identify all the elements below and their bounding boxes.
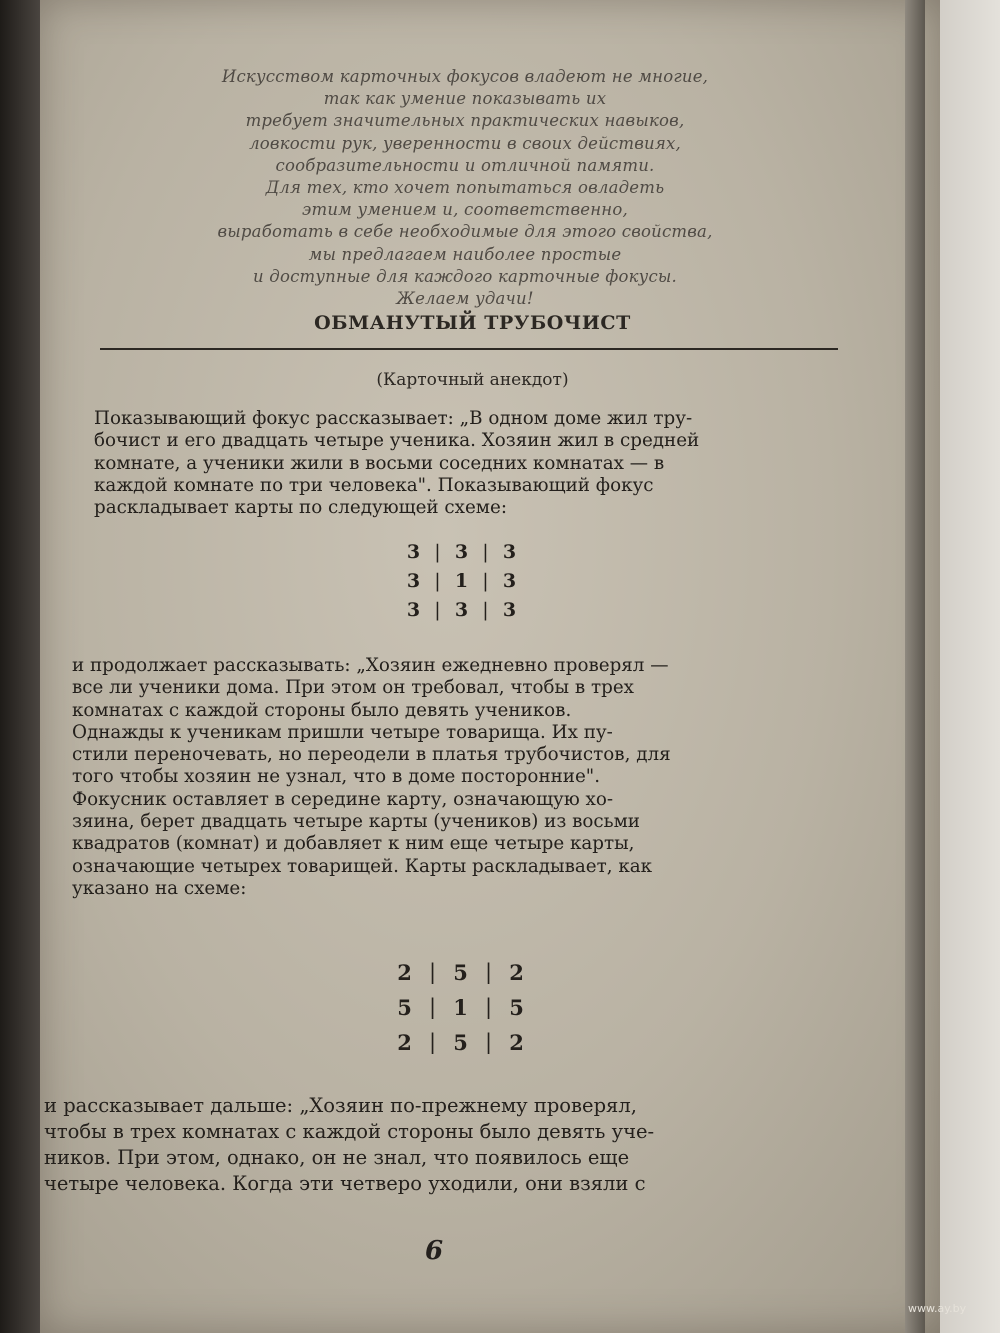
text-line: чтобы в трех комнатах с каждой стороны было девять уче-: [44, 1120, 655, 1143]
grid-separator: |: [482, 541, 490, 563]
grid-cell: 5: [397, 995, 413, 1020]
grid-cell: 3: [454, 541, 470, 563]
paragraph-intro: [94, 408, 844, 519]
epigraph-line: и доступные для каждого карточные фокусы.: [253, 266, 677, 286]
grid-row: [390, 955, 532, 990]
text-line: указано на схеме:: [72, 877, 247, 899]
text-line: комнатах с каждой стороны было девять учеников.: [72, 699, 572, 721]
grid-separator: |: [428, 995, 438, 1019]
epigraph-line: выработать в себе необходимые для этого свойства,: [217, 222, 713, 242]
grid-separator: |: [482, 570, 490, 592]
grid-row: [390, 1025, 532, 1060]
grid-cell: 2: [509, 1030, 525, 1055]
page-number: 6: [425, 1236, 444, 1266]
grid-separator: |: [434, 541, 442, 563]
grid-row: [402, 596, 522, 625]
grid-cell: 3: [406, 599, 422, 621]
grid-row: [402, 538, 522, 567]
grid-cell: 3: [454, 599, 470, 621]
text-line: все ли ученики дома. При этом он требовал, чтобы в трех: [72, 677, 634, 699]
grid-cell: 2: [397, 1030, 413, 1055]
text-line: раскладывает карты по следующей схеме:: [94, 497, 507, 519]
text-line: каждой комнате по три человека". Показывающий фокус: [94, 474, 654, 496]
epigraph-line: сообразительности и отличной памяти.: [275, 155, 655, 175]
grid-cell: 3: [502, 541, 518, 563]
text-line: ников. При этом, однако, он не знал, что появилось еще: [44, 1146, 630, 1169]
grid-cell: 5: [453, 960, 469, 985]
grid-cell: 5: [509, 995, 525, 1020]
text-line: зяина, берет двадцать четыре карты (учеников) из восьми: [72, 811, 640, 833]
grid-cell: 3: [406, 570, 422, 592]
text-line: стили переночевать, но переодели в платья трубочистов, для: [72, 744, 671, 766]
grid-separator: |: [482, 599, 490, 621]
grid-row: [390, 990, 532, 1025]
book-spine: [0, 0, 40, 1333]
grid-separator: |: [434, 570, 442, 592]
text-line: и продолжает рассказывать: „Хозяин ежедневно проверял —: [72, 655, 669, 676]
watermark: www.ay.by: [908, 1302, 967, 1315]
grid-cell: 3: [406, 541, 422, 563]
epigraph-line: требует значительных практических навыков,: [245, 111, 685, 131]
text-line: бочист и его двадцать четыре ученика. Хозяин жил в средней: [94, 430, 700, 452]
epigraph-line: Желаем удачи!: [396, 289, 534, 309]
grid-cell: 2: [397, 960, 413, 985]
epigraph-line: ловкости рук, уверенности в своих действиях,: [249, 133, 681, 153]
paragraph-continuation: [44, 1093, 894, 1197]
text-line: четыре человека. Когда эти четверо уходили, они взяли с: [44, 1172, 646, 1195]
grid-cell: 1: [454, 570, 470, 592]
grid-separator: |: [428, 960, 438, 984]
text-line: и рассказывает дальше: „Хозяин по-прежнему проверял,: [44, 1094, 637, 1117]
title-rule: [100, 348, 838, 350]
text-line: Показывающий фокус рассказывает: „В одном доме жил тру-: [94, 408, 693, 429]
text-line: квадратов (комнат) и добавляет к ним еще четыре карты,: [72, 833, 635, 855]
page-fold: [905, 0, 925, 1333]
epigraph-line: этим умением и, соответственно,: [302, 200, 628, 220]
text-line: означающие четырех товарищей. Карты раскладывает, как: [72, 855, 653, 877]
epigraph-line: так как умение показывать их: [323, 89, 607, 109]
grid-separator: |: [484, 960, 494, 984]
card-layout-grid-2: [390, 955, 532, 1060]
grid-separator: |: [428, 1030, 438, 1054]
grid-cell: 3: [502, 599, 518, 621]
grid-cell: 1: [453, 995, 469, 1020]
epigraph-line: мы предлагаем наиболее простые: [308, 244, 622, 264]
grid-cell: 5: [453, 1030, 469, 1055]
card-layout-grid-1: [402, 538, 522, 625]
grid-separator: |: [484, 1030, 494, 1054]
epigraph-line: Для тех, кто хочет попытаться овладеть: [265, 178, 665, 198]
grid-cell: 3: [502, 570, 518, 592]
epigraph: [150, 66, 780, 310]
paragraph-middle: [72, 655, 862, 900]
section-title: ОБМАНУТЫЙ ТРУБОЧИСТ: [314, 312, 631, 334]
text-line: того чтобы хозяин не узнал, что в доме посторонние".: [72, 766, 601, 788]
grid-separator: |: [484, 995, 494, 1019]
epigraph-line: Искусством карточных фокусов владеют не многие,: [221, 67, 709, 86]
grid-cell: 2: [509, 960, 525, 985]
grid-separator: |: [434, 599, 442, 621]
section-subtitle: (Карточный анекдот): [376, 370, 569, 390]
grid-row: [402, 567, 522, 596]
text-line: Фокусник оставляет в середине карту, означающую хо-: [72, 788, 614, 810]
text-line: комнате, а ученики жили в восьми соседних комнатах — в: [94, 452, 665, 474]
text-line: Однажды к ученикам пришли четыре товарища. Их пу-: [72, 721, 613, 743]
